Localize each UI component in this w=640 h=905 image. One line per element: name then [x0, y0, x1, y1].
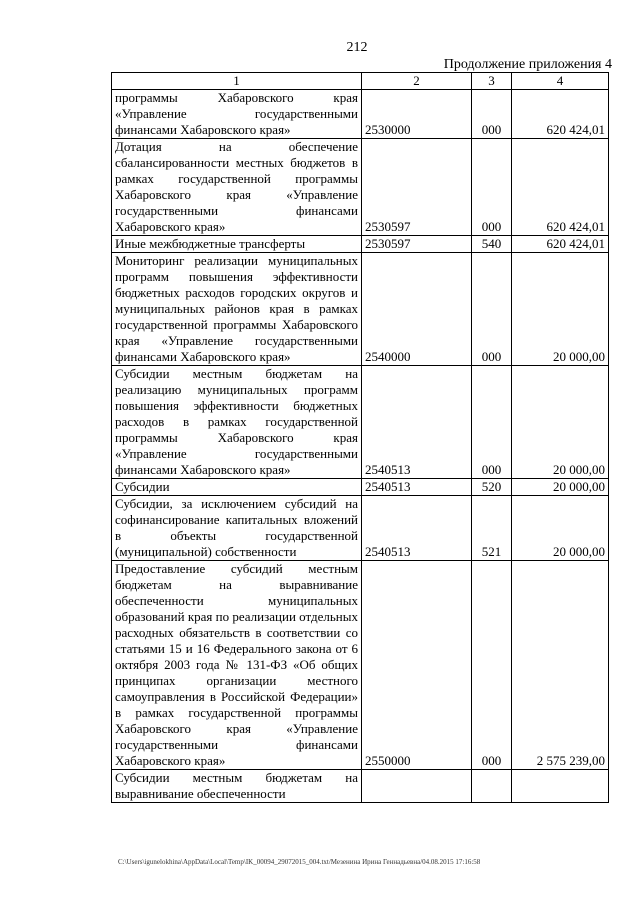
column-header-code: 2 — [362, 73, 472, 90]
row-code: 2540000 — [362, 253, 472, 366]
row-name: Дотация на обеспечение сбалансированности местных бюджетов в рамках государственной программы Хабаровского края «Управление государственными финансами Хабаровского края» — [112, 139, 362, 236]
continuation-label: Продолжение приложения 4 — [443, 57, 612, 72]
row-amount — [512, 770, 609, 803]
table-row — [112, 253, 609, 366]
row-type: 000 — [472, 139, 512, 236]
column-header-name: 1 — [112, 73, 362, 90]
row-amount: 2 575 239,00 — [512, 561, 609, 770]
row-type: 000 — [472, 90, 512, 139]
table-row — [112, 561, 609, 770]
row-code: 2550000 — [362, 561, 472, 770]
row-name: Предоставление субсидий местным бюджетам на выравнивание обеспеченности муниципальных образований края по реализации отдельных расходных обязательств в соответствии со статьями 15 и 16 Федерального закона от 6 октября 2003 года № 131-ФЗ «Об общих принципах организации местного самоуправления в Российской Федерации» в рамках государственной программы Хабаровского края «Управление государственными финансами Хабаровского края» — [112, 561, 362, 770]
row-code: 2540513 — [362, 479, 472, 496]
row-type — [472, 770, 512, 803]
row-amount: 620 424,01 — [512, 236, 609, 253]
row-code: 2530000 — [362, 90, 472, 139]
row-type: 540 — [472, 236, 512, 253]
budget-table — [111, 72, 609, 803]
table-row — [112, 496, 609, 561]
table-row — [112, 139, 609, 236]
row-amount: 620 424,01 — [512, 139, 609, 236]
row-amount: 20 000,00 — [512, 496, 609, 561]
document-footer-path: C:\Users\igunelokhina\AppData\Local\Temp\IK_00094_29072015_004.txt/Мезенина Ирина Геннадьевна/04.08.2015 17:16:58 — [118, 858, 481, 866]
row-type: 520 — [472, 479, 512, 496]
row-code: 2540513 — [362, 496, 472, 561]
row-code: 2530597 — [362, 139, 472, 236]
table-row — [112, 770, 609, 803]
table-row — [112, 479, 609, 496]
row-name: Субсидии местным бюджетам на выравнивание обеспеченности — [112, 770, 362, 803]
table-row — [112, 90, 609, 139]
row-name: Субсидии местным бюджетам на реализацию муниципальных программ повышения эффективности бюджетных расходов в рамках государственной программы Хабаровского края «Управление государственными финансами Хабаровского края» — [112, 366, 362, 479]
row-type: 521 — [472, 496, 512, 561]
table-row — [112, 366, 609, 479]
table-header-row — [112, 73, 609, 90]
table-row — [112, 236, 609, 253]
row-amount: 20 000,00 — [512, 479, 609, 496]
row-code — [362, 770, 472, 803]
column-header-type: 3 — [472, 73, 512, 90]
row-name: программы Хабаровского края «Управление государственными финансами Хабаровского края» — [112, 90, 362, 139]
row-code: 2540513 — [362, 366, 472, 479]
row-name: Субсидии — [112, 479, 362, 496]
row-code: 2530597 — [362, 236, 472, 253]
row-name: Мониторинг реализации муниципальных программ повышения эффективности бюджетных расходов городских округов и муниципальных районов края в рамках государственной программы Хабаровского края «Управление государственными финансами Хабаровского края» — [112, 253, 362, 366]
row-name: Субсидии, за исключением субсидий на софинансирование капитальных вложений в объекты государственной (муниципальной) собственности — [112, 496, 362, 561]
row-amount: 20 000,00 — [512, 253, 609, 366]
column-header-amount: 4 — [512, 73, 609, 90]
row-amount: 620 424,01 — [512, 90, 609, 139]
page-number: 212 — [346, 40, 368, 55]
row-amount: 20 000,00 — [512, 366, 609, 479]
row-type: 000 — [472, 366, 512, 479]
row-type: 000 — [472, 561, 512, 770]
row-name: Иные межбюджетные трансферты — [112, 236, 362, 253]
row-type: 000 — [472, 253, 512, 366]
